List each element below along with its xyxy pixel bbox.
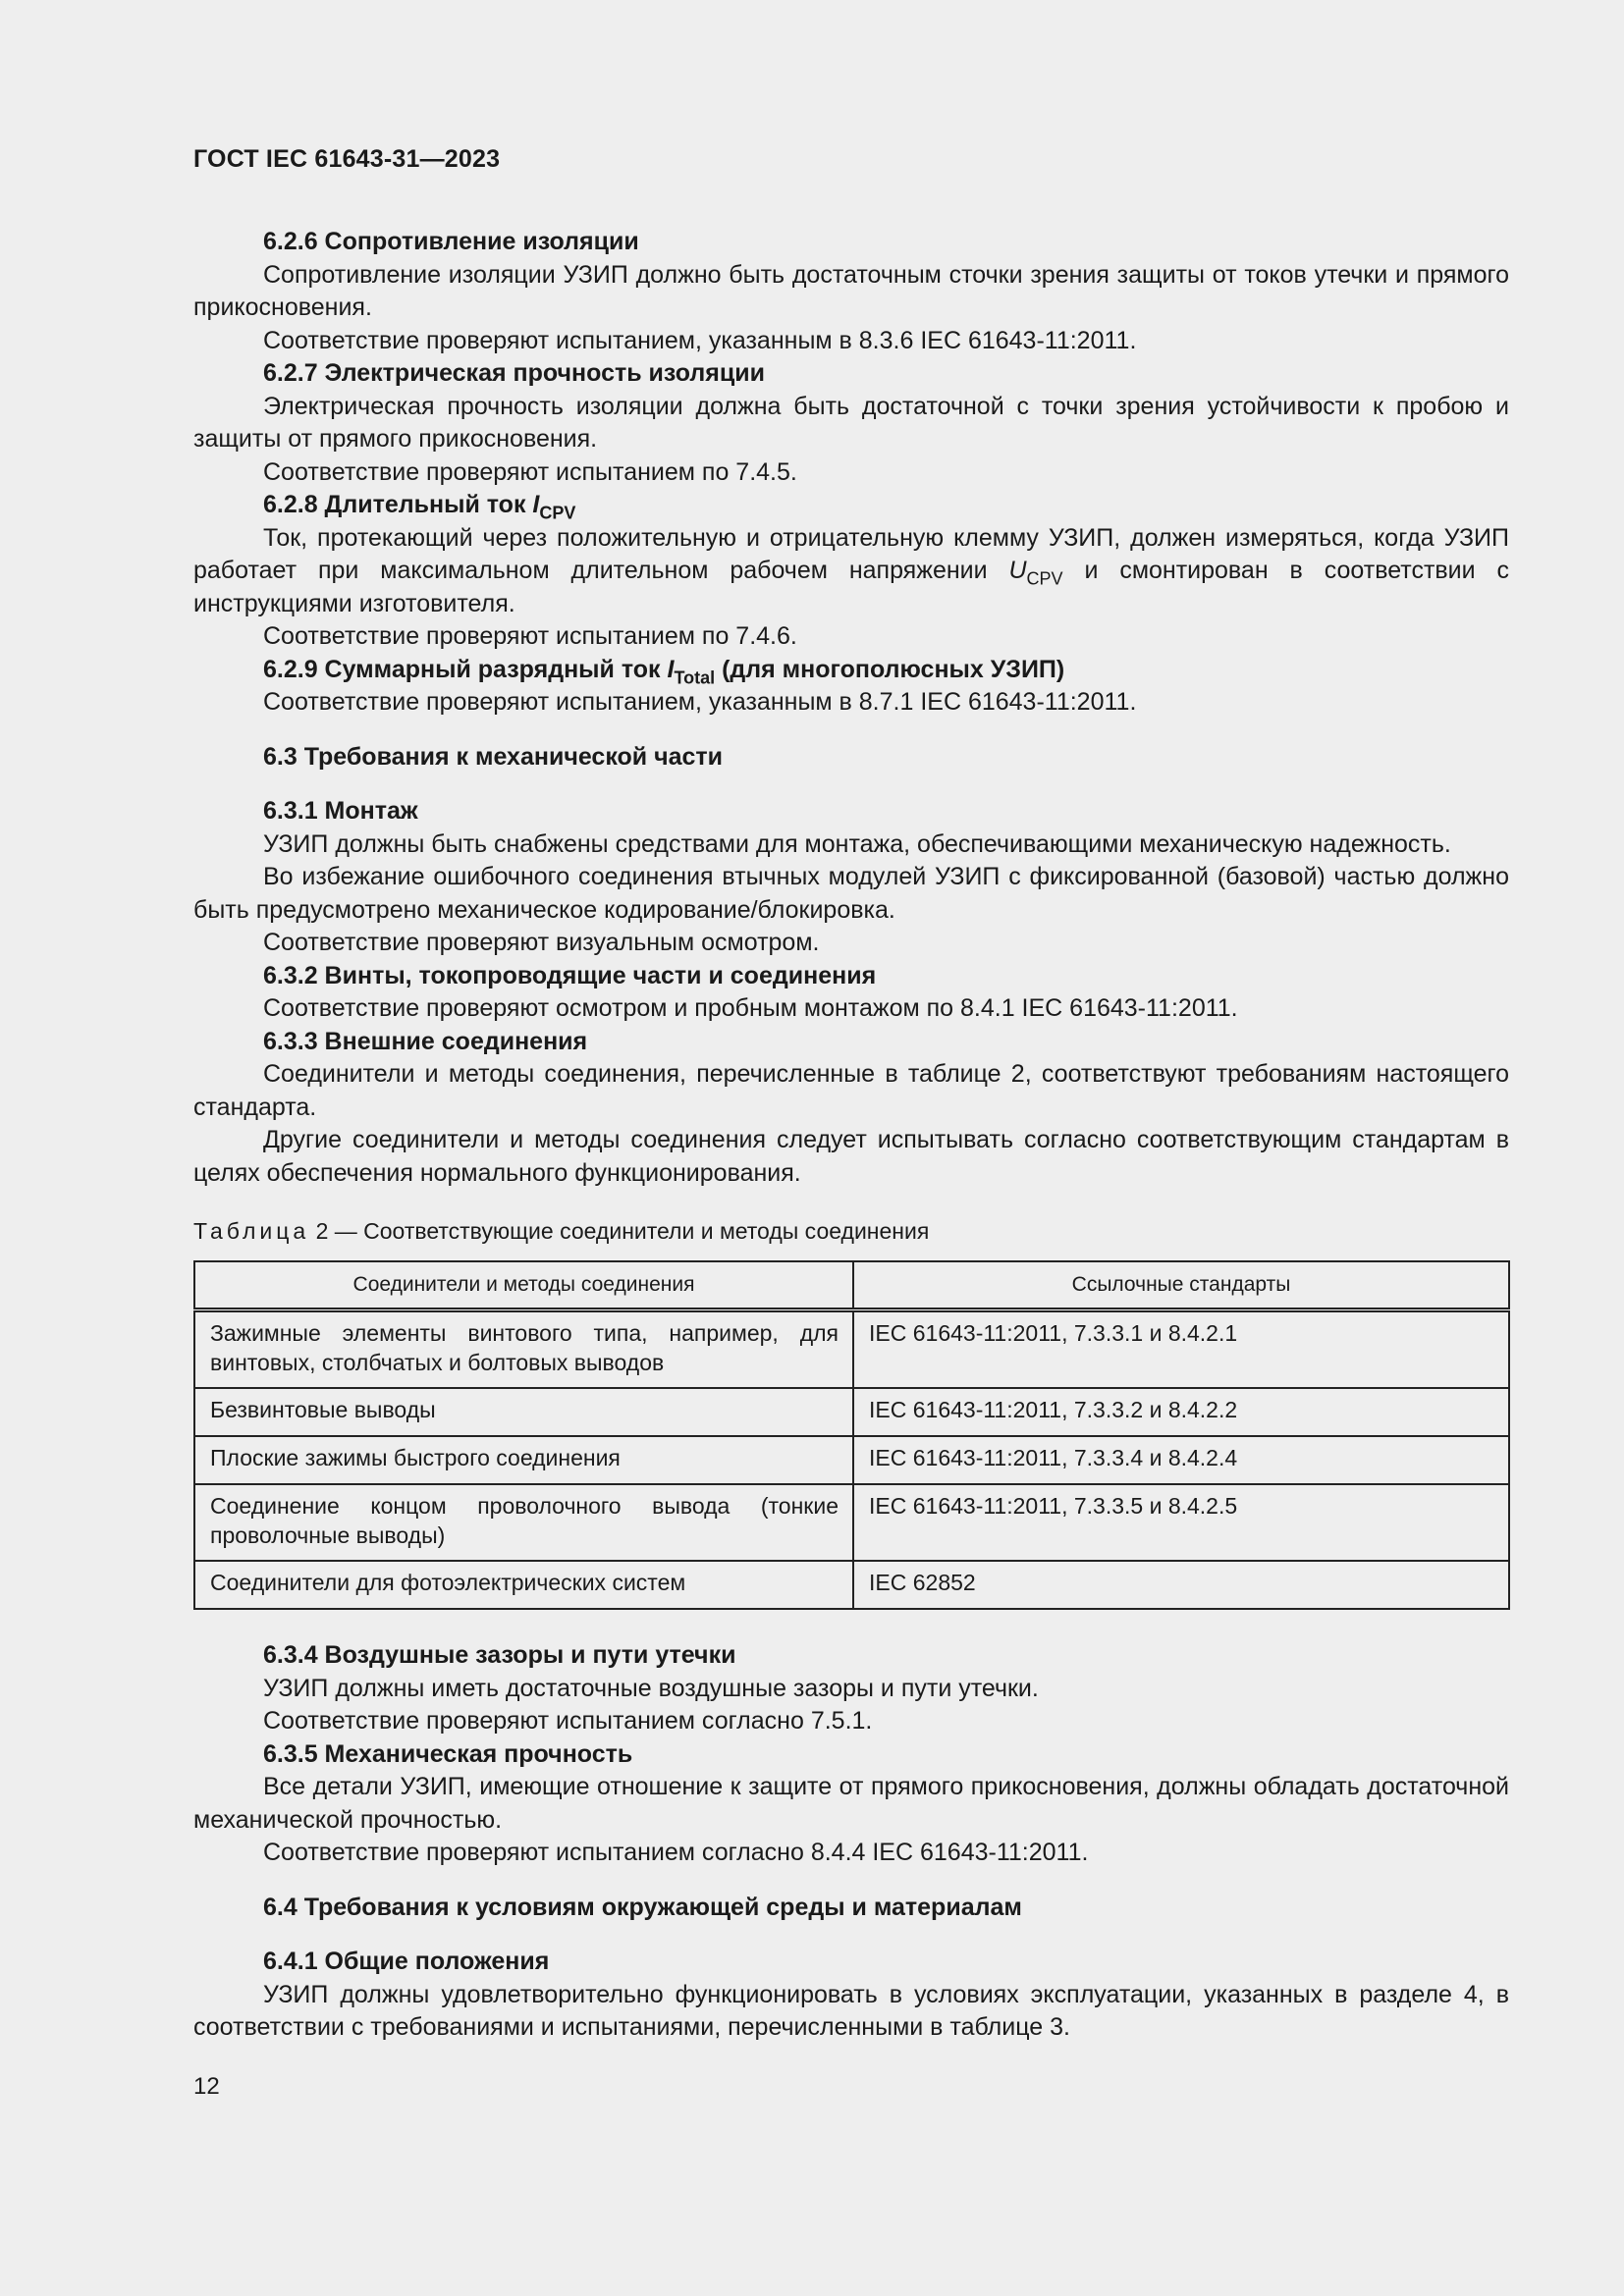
section-heading-6-2-6: 6.2.6 Сопротивление изоляции: [263, 228, 639, 255]
table-cell: IEC 61643-11:2011, 7.3.3.1 и 8.4.2.1: [853, 1310, 1509, 1389]
section-heading-6-3-3: 6.3.3 Внешние соединения: [263, 1027, 588, 1055]
section-heading-6-4-1: 6.4.1 Общие положения: [263, 1948, 550, 1975]
paragraph: Соответствие проверяют испытанием по 7.4.6.: [263, 622, 797, 650]
table-cell: Безвинтовые выводы: [194, 1388, 853, 1436]
paragraph: УЗИП должны быть снабжены средствами для монтажа, обеспечивающими механическую надежность.: [263, 829, 1451, 858]
paragraph: Соответствие проверяют испытанием согласно 8.4.4 IEC 61643-11:2011.: [263, 1839, 1089, 1866]
table-cell: IEC 61643-11:2011, 7.3.3.4 и 8.4.2.4: [853, 1436, 1509, 1484]
table-cell: IEC 62852: [853, 1561, 1509, 1609]
section-heading-6-3: 6.3 Требования к механической части: [263, 742, 724, 771]
symbol-subscript: CPV: [1026, 568, 1063, 589]
section-heading-6-2-8: [193, 489, 1509, 522]
table-cell: IEC 61643-11:2011, 7.3.3.2 и 8.4.2.2: [853, 1388, 1509, 1436]
heading-text: 6.2.9 Суммарный разрядный ток: [263, 655, 668, 683]
table-cell: Соединители для фотоэлектрических систем: [194, 1561, 853, 1609]
paragraph: УЗИП должны удовлетворительно функционировать в условиях эксплуатации, указанных в разделе 4, в соответствии с требованиями и испытаниями, перечисленными в таблице 3.: [193, 1980, 1509, 2041]
table-caption: [193, 1215, 1509, 1249]
section-heading-6-3-2: 6.3.2 Винты, токопроводящие части и соединения: [263, 961, 877, 989]
table-row: [194, 1388, 1509, 1436]
table-cell: Зажимные элементы винтового типа, например, для винтовых, столбчатых и болтовых выводов: [194, 1310, 853, 1389]
section-heading-6-3-4: 6.3.4 Воздушные зазоры и пути утечки: [263, 1641, 736, 1669]
paragraph: [193, 522, 1509, 621]
paragraph: Все детали УЗИП, имеющие отношение к защите от прямого прикосновения, должны обладать достаточной механической прочностью.: [193, 1773, 1509, 1834]
paragraph: Другие соединители и методы соединения следует испытывать согласно соответствующим стандартам в целях обеспечения нормального функционирования.: [193, 1126, 1509, 1187]
table-caption-text: 2 — Соответствующие соединители и методы соединения: [309, 1218, 930, 1244]
document-header: ГОСТ IEC 61643-31—2023: [193, 145, 501, 173]
heading-text: 6.2.8 Длительный ток: [263, 491, 533, 518]
paragraph: Соответствие проверяют визуальным осмотром.: [263, 929, 820, 956]
paragraph: УЗИП должны иметь достаточные воздушные зазоры и пути утечки.: [263, 1674, 1039, 1702]
table-row: [194, 1310, 1509, 1389]
table-header-cell: Соединители и методы соединения: [194, 1261, 853, 1310]
page-number: 12: [193, 2073, 220, 2100]
paragraph: Электрическая прочность изоляции должна быть достаточной с точки зрения устойчивости к пробою и защиты от прямого прикосновения.: [193, 392, 1509, 453]
paragraph: Во избежание ошибочного соединения втычных модулей УЗИП с фиксированной (базовой) частью должно быть предусмотрено механическое кодирование/блокировка.: [193, 863, 1509, 924]
heading-text: (для многополюсных УЗИП): [715, 655, 1065, 683]
document-body: [193, 226, 1509, 2045]
paragraph: Соответствие проверяют испытанием, указанным в 8.3.6 IEC 61643-11:2011.: [263, 326, 1137, 354]
section-heading-6-2-7: 6.2.7 Электрическая прочность изоляции: [263, 359, 765, 387]
paragraph: Соответствие проверяют испытанием согласно 7.5.1.: [263, 1707, 873, 1735]
current-symbol: I: [532, 491, 540, 518]
paragraph-text: Ток, протекающий через положительную и отрицательную клемму УЗИП, должен измеряться, когда УЗИП работает при максимальном длительном рабочем напряжении: [193, 523, 1509, 584]
symbol-subscript: CPV: [539, 503, 576, 523]
paragraph: Соединители и методы соединения, перечисленные в таблице 2, соответствуют требованиям настоящего стандарта.: [193, 1060, 1509, 1121]
paragraph: Соответствие проверяют испытанием по 7.4.5.: [263, 457, 797, 486]
table-cell: IEC 61643-11:2011, 7.3.3.5 и 8.4.2.5: [853, 1484, 1509, 1561]
table-header-cell: Ссылочные стандарты: [853, 1261, 1509, 1310]
table-caption-label: Таблица: [193, 1218, 310, 1244]
table-row: [194, 1436, 1509, 1484]
paragraph: Соответствие проверяют осмотром и пробным монтажом по 8.4.1 IEC 61643-11:2011.: [263, 994, 1238, 1022]
paragraph: Соответствие проверяют испытанием, указанным в 8.7.1 IEC 61643-11:2011.: [263, 688, 1137, 716]
section-heading-6-2-9: [193, 654, 1509, 687]
table-cell: Плоские зажимы быстрого соединения: [194, 1436, 853, 1484]
table-header-row: [194, 1261, 1509, 1310]
paragraph-text: и смонтирован в соответствии с инструкциями изготовителя.: [193, 557, 1509, 617]
table-row: [194, 1561, 1509, 1609]
paragraph: Сопротивление изоляции УЗИП должно быть достаточным сточки зрения защиты от токов утечки и прямого прикосновения.: [193, 260, 1509, 321]
symbol-subscript: Total: [674, 667, 716, 687]
table-row: [194, 1484, 1509, 1561]
table-cell: Соединение концом проволочного вывода (тонкие проволочные выводы): [194, 1484, 853, 1561]
current-symbol: I: [667, 655, 675, 683]
connectors-table: [193, 1260, 1510, 1611]
voltage-symbol: U: [1008, 557, 1027, 584]
section-heading-6-4: 6.4 Требования к условиям окружающей среды и материалам: [263, 1893, 1022, 1921]
section-heading-6-3-5: 6.3.5 Механическая прочность: [263, 1739, 633, 1768]
section-heading-6-3-1: 6.3.1 Монтаж: [263, 797, 418, 825]
